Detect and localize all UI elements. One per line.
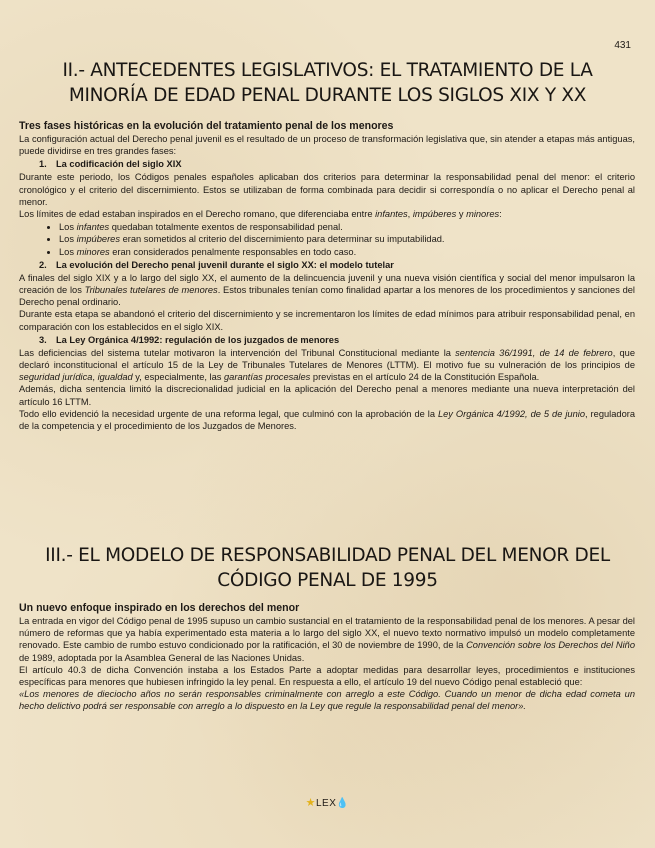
paragraph: Todo ello evidenció la necesidad urgente de una reforma legal, que culminó con la aprobación de la Ley Orgánica 4/1992, de 5 de junio, reguladora de la competencia y el procedimiento de los Juzgados de Menores. [19,408,636,432]
subtitle: Un nuevo enfoque inspirado en los derechos del menor [19,602,300,614]
title-line: II.- ANTECEDENTES LEGISLATIVOS: EL TRATAMIENTO DE LA [62,60,593,81]
list-item: • Los infantes quedaban totalmente exentos de responsabilidad penal. [59,221,635,233]
drop-icon: 💧 [336,798,350,809]
section-title-antecedentes [0,58,655,108]
paragraph: Los límites de edad estaban inspirados en el Derecho romano, que diferenciaba entre infantes, impúberes y minores: [19,209,502,220]
intro-paragraph: La configuración actual del Derecho penal juvenil es el resultado de un proceso de transformación legislativa que, sin atender a etapas más antiguas, puede dividirse en tres grandes fases: [19,134,635,157]
quote: «Los menores de dieciocho años no serán responsables criminalmente con arreglo a este Código. Cuando un menor de dicha edad cometa un hecho delictivo podrá ser responsable con arreglo a lo dispuesto en la Ley que regule la responsabilidad penal del menor». [19,689,635,712]
section-body-modelo [19,602,635,713]
page-number: 431 [614,40,631,51]
paragraph: El artículo 40.3 de dicha Convención instaba a los Estados Parte a adoptar medidas para desarrollar leyes, procedimientos e instituciones específicas para menores que hubiesen infringido la ley penal. En respuesta a ello, el artículo 19 del nuevo Código penal estableció que: [19,664,635,688]
paragraph: Durante esta etapa se abandonó el criterio del discernimiento y se incrementaron los límites de edad mínimos para atribuir responsabilidad penal, en comparación con los establecidos en el siglo XIX. [19,309,635,332]
paragraph: A finales del siglo XIX y a lo largo del siglo XX, el aumento de la delincuencia juvenil y una nueva visión científica y social del menor impulsaron la creación de los Tribunales tutelares de menores. Estos tribunales tenían como finalidad apartar a los menores de los procedimientos y sanciones del Derecho penal ordinario. [19,272,635,308]
paragraph: La entrada en vigor del Código penal de 1995 supuso un cambio sustancial en el tratamiento de la responsabilidad penal de los menores. A pesar del número de reformas que ya había experimentado esta materia a lo largo del siglo XX, el nuevo texto normativo impulsó un modelo completamente renovado. Este cambio de rumbo estuvo condicionado por la ratificación, el 30 de noviembre de 1990, de la Convención sobre los Derechos del Niño de 1989, adoptada por la Asamblea General de las Naciones Unidas. [19,616,635,663]
paragraph: Durante este periodo, los Códigos penales españoles aplicaban dos criterios para determinar la responsabilidad penal del menor: el criterio cronológico y el criterio del discernimiento. Estos se utilizaban de forma combinada para decidir si correspondía o no aplicar el Derecho penal al menor. [19,172,635,207]
subtitle: Tres fases históricas en la evolución del tratamiento penal de los menores [19,120,394,132]
list-item: • Los impúberes eran sometidos al criterio del discernimiento para determinar su imputabilidad. [59,233,635,245]
section-body-antecedentes [19,120,635,432]
brand-label: LEX [316,798,337,809]
list-item: • Los minores eran considerados penalmente responsables en todo caso. [59,246,635,258]
title-line: CÓDIGO PENAL DE 1995 [217,570,438,591]
numbered-heading: 3. La Ley Orgánica 4/1992: regulación de los juzgados de menores [39,334,340,345]
numbered-heading: 1. La codificación del siglo XIX [39,159,182,170]
star-icon: ★ [305,797,316,809]
footer-brand [0,796,655,809]
numbered-heading: 2. La evolución del Derecho penal juvenil durante el siglo XX: el modelo tutelar [39,259,394,270]
title-line: MINORÍA DE EDAD PENAL DURANTE LOS SIGLOS XIX Y XX [68,85,587,106]
paragraph: Las deficiencias del sistema tutelar motivaron la intervención del Tribunal Constitucional mediante la sentencia 36/1991, de 14 de febrero, que declaró inconstitucional el artículo 15 de la Ley de Tribunales Tutelares de Menores (LTTM). El motivo fue su vulneración de los principios de seguridad jurídica, igualdad y, especialmente, las garantías procesales previstas en el artículo 24 de la Constitución Española. [19,347,635,383]
section-title-modelo [0,543,655,593]
title-line: III.- EL MODELO DE RESPONSABILIDAD PENAL DEL MENOR DEL [45,545,610,566]
paragraph: Además, dicha sentencia limitó la discrecionalidad judicial en la aplicación del Derecho penal a menores mediante una nueva interpretación del artículo 16 LTTM. [19,384,635,407]
bullet-list [19,221,635,258]
